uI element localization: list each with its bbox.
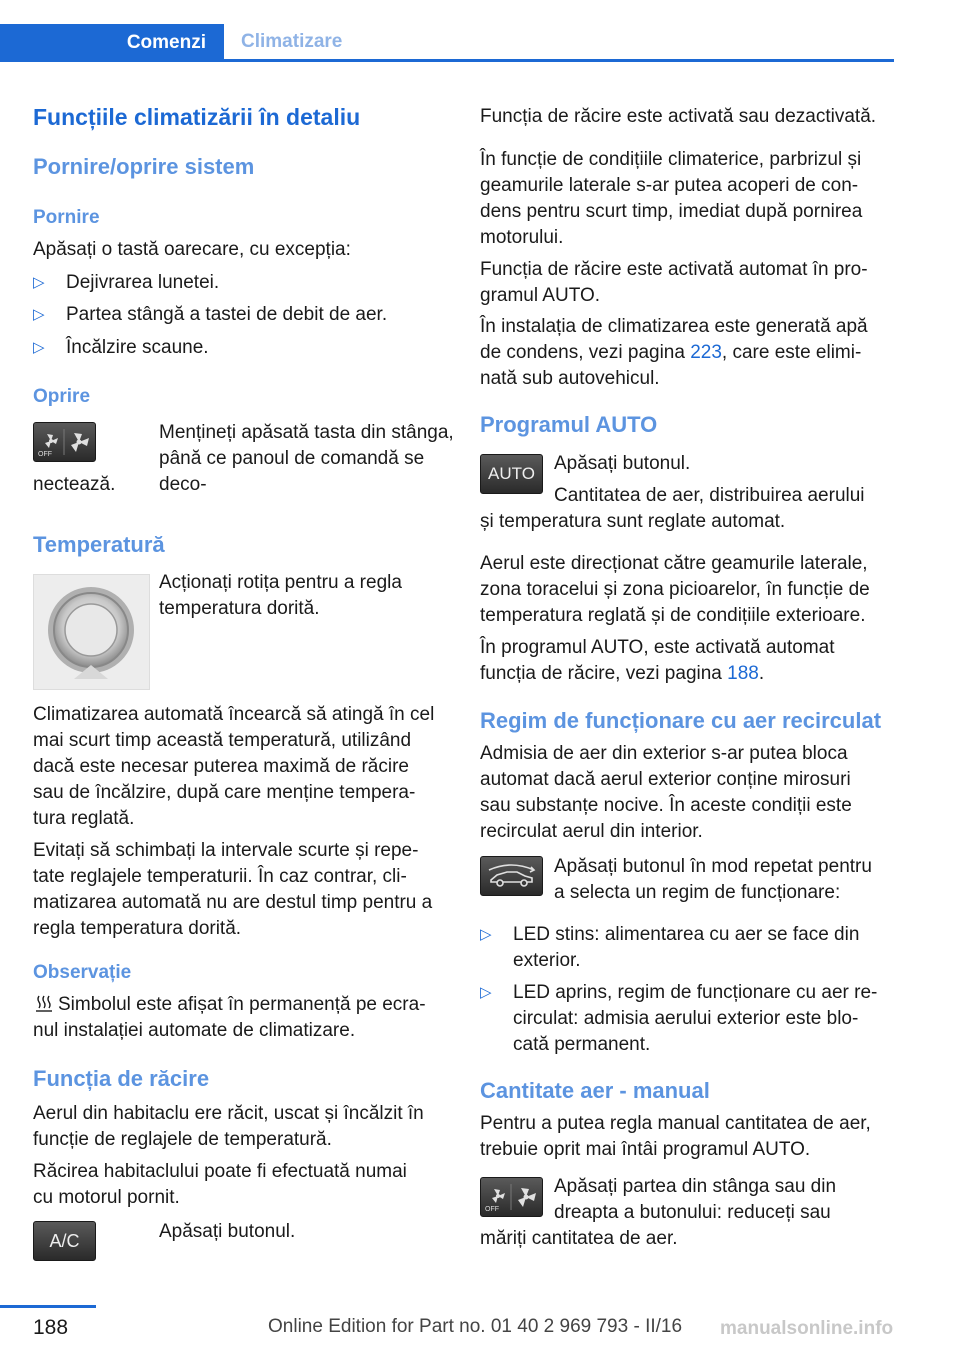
triangle-bullet-icon: ▷ bbox=[33, 274, 45, 291]
paragraph-line: Aerul din habitaclu ere răcit, uscat și încălzit în bbox=[33, 1103, 424, 1124]
paragraph-line: Admisia de aer din exterior s-ar putea bloca bbox=[480, 743, 848, 764]
tab-climatizare[interactable]: Climatizare bbox=[224, 24, 894, 62]
oprire-text: Mențineți apăsată tasta din stânga, bbox=[159, 422, 454, 443]
recirc-text: Apăsați butonul în mod repetat pentru bbox=[554, 856, 872, 877]
paragraph-line: sau substanțe nocive. În aceste condiții este bbox=[480, 795, 852, 816]
auto-text: și temperatura sunt reglate automat. bbox=[480, 511, 786, 532]
footer-divider bbox=[0, 1305, 96, 1308]
subsection-title: Pornire/oprire sistem bbox=[33, 154, 255, 179]
observatie-text: nul instalației automate de climatizare. bbox=[33, 1020, 356, 1041]
triangle-bullet-icon: ▷ bbox=[480, 926, 492, 943]
tab-comenzi[interactable]: Comenzi bbox=[0, 24, 224, 62]
pornire-text: Apăsați o tastă oarecare, cu excepția: bbox=[33, 239, 351, 260]
pornire-heading: Pornire bbox=[33, 207, 100, 228]
paragraph-line: funcție de reglajele de temperatură. bbox=[33, 1129, 332, 1150]
page-link-188[interactable]: 188 bbox=[727, 663, 759, 684]
paragraph-line: Funcția de răcire este activată automat în pro- bbox=[480, 259, 868, 280]
temp-text: Acționați rotița pentru a regla bbox=[159, 572, 402, 593]
paragraph-line: zona toracelui și zona picioarelor, în funcție de bbox=[480, 579, 870, 600]
paragraph-line: nată sub autovehicul. bbox=[480, 368, 660, 389]
oprire-heading: Oprire bbox=[33, 386, 91, 407]
paragraph-line: Aerul este direcționat către geamurile laterale, bbox=[480, 553, 868, 574]
paragraph-line: recirculat aerul din interior. bbox=[480, 821, 703, 842]
temperatura-heading: Temperatură bbox=[33, 532, 165, 557]
oprire-text: până ce panoul de comandă se deco- bbox=[159, 448, 425, 495]
paragraph-line: În instalația de climatizarea este generată apă bbox=[480, 316, 868, 337]
temp-text: temperatura dorită. bbox=[159, 598, 320, 619]
paragraph-line: temperatura reglată și de condițiile exterioare. bbox=[480, 605, 866, 626]
auto-label: AUTO bbox=[488, 464, 535, 483]
recirculation-key-icon bbox=[480, 856, 543, 896]
paragraph-line: mai scurt timp această temperatură, utilizând bbox=[33, 730, 412, 751]
edition-text: Online Edition for Part no. 01 40 2 969 793 - II/16 bbox=[268, 1316, 683, 1337]
paragraph-line: cu motorul pornit. bbox=[33, 1187, 180, 1208]
paragraph-line: Climatizarea automată încearcă să atingă în cel bbox=[33, 704, 435, 725]
ac-key-icon bbox=[33, 1221, 96, 1261]
page-link-223[interactable]: 223 bbox=[690, 342, 722, 363]
paragraph-line: motorului. bbox=[480, 227, 564, 248]
list-item-line: circulat: admisia aerului exterior este blo- bbox=[513, 1008, 859, 1029]
manual-text: Apăsați partea din stânga sau din bbox=[554, 1176, 837, 1197]
paragraph-line: tate reglajele temperaturii. În caz contrar, cli- bbox=[33, 866, 407, 887]
paragraph-line: dens pentru scurt timp, imediat după pornirea bbox=[480, 201, 863, 222]
paragraph-line: regla temperatura dorită. bbox=[33, 918, 242, 939]
triangle-bullet-icon: ▷ bbox=[33, 306, 45, 323]
list-item-line: cată permanent. bbox=[513, 1034, 651, 1055]
manual-heading: Cantitate aer - manual bbox=[480, 1078, 710, 1103]
paragraph-line: tura reglată. bbox=[33, 808, 135, 829]
racire-heading: Funcția de răcire bbox=[33, 1066, 210, 1091]
paragraph-line: automat dacă aerul exterior conține mirosuri bbox=[480, 769, 851, 790]
paragraph-line: Răcirea habitaclului poate fi efectuată numai bbox=[33, 1161, 407, 1182]
fan-speed-key-icon bbox=[480, 1177, 543, 1217]
observatie-text: Simbolul este afișat în permanență pe ecra- bbox=[58, 994, 426, 1015]
paragraph-line: geamurile laterale s-ar putea acoperi de con- bbox=[480, 175, 859, 196]
racire-press-text: Apăsați butonul. bbox=[159, 1221, 296, 1242]
manual-text: măriți cantitatea de aer. bbox=[480, 1228, 678, 1249]
paragraph-line: gramul AUTO. bbox=[480, 285, 601, 306]
paragraph-line: Funcția de răcire este activată sau dezactivată. bbox=[480, 106, 877, 127]
paragraph-line: trebuie oprit mai întâi programul AUTO. bbox=[480, 1139, 811, 1160]
watermark: manualsonline.info bbox=[720, 1318, 894, 1339]
auto-text: Cantitatea de aer, distribuirea aerului bbox=[554, 485, 865, 506]
paragraph-line: În funcție de condițiile climaterice, parbrizul și bbox=[480, 149, 862, 170]
paragraph-line: sau de încălzire, după care menține tempera- bbox=[33, 782, 416, 803]
page-header bbox=[0, 0, 960, 66]
paragraph-line: dacă este necesar puterea maximă de răcire bbox=[33, 756, 409, 777]
temperature-knob-icon bbox=[33, 574, 150, 690]
triangle-bullet-icon: ▷ bbox=[33, 339, 45, 356]
recirc-heading: Regim de funcționare cu aer recirculat bbox=[480, 708, 882, 733]
observatie-heading: Observație bbox=[33, 962, 132, 983]
manual-text: dreapta a butonului: reduceți sau bbox=[554, 1202, 831, 1223]
paragraph-line: Evitați să schimbați la intervale scurte și repe- bbox=[33, 840, 419, 861]
off-label: OFF bbox=[485, 1206, 499, 1213]
auto-heading: Programul AUTO bbox=[480, 412, 658, 437]
paragraph-line: matizarea automată nu are destul timp pentru a bbox=[33, 892, 433, 913]
ac-label: A/C bbox=[49, 1231, 80, 1251]
oprire-text: nectează. bbox=[33, 474, 116, 495]
triangle-bullet-icon: ▷ bbox=[480, 984, 492, 1001]
windshield-heat-icon bbox=[35, 994, 53, 1020]
paragraph-line: Pentru a putea regla manual cantitatea de aer, bbox=[480, 1113, 871, 1134]
fan-off-key-icon bbox=[33, 422, 96, 462]
list-item-line: exterior. bbox=[513, 950, 581, 971]
paragraph-line: În programul AUTO, este activată automat bbox=[480, 637, 835, 658]
paragraph-line: de condens, vezi pagina 223, care este elimi- bbox=[480, 342, 862, 363]
paragraph-line: funcția de răcire, vezi pagina 188. bbox=[480, 663, 765, 684]
recirc-text: a selecta un regim de funcționare: bbox=[554, 882, 841, 903]
section-title: Funcțiile climatizării în detaliu bbox=[33, 104, 361, 130]
page-number: 188 bbox=[33, 1316, 69, 1339]
auto-key-icon bbox=[480, 454, 543, 494]
auto-press-text: Apăsați butonul. bbox=[554, 453, 691, 474]
off-label: OFF bbox=[38, 451, 52, 458]
